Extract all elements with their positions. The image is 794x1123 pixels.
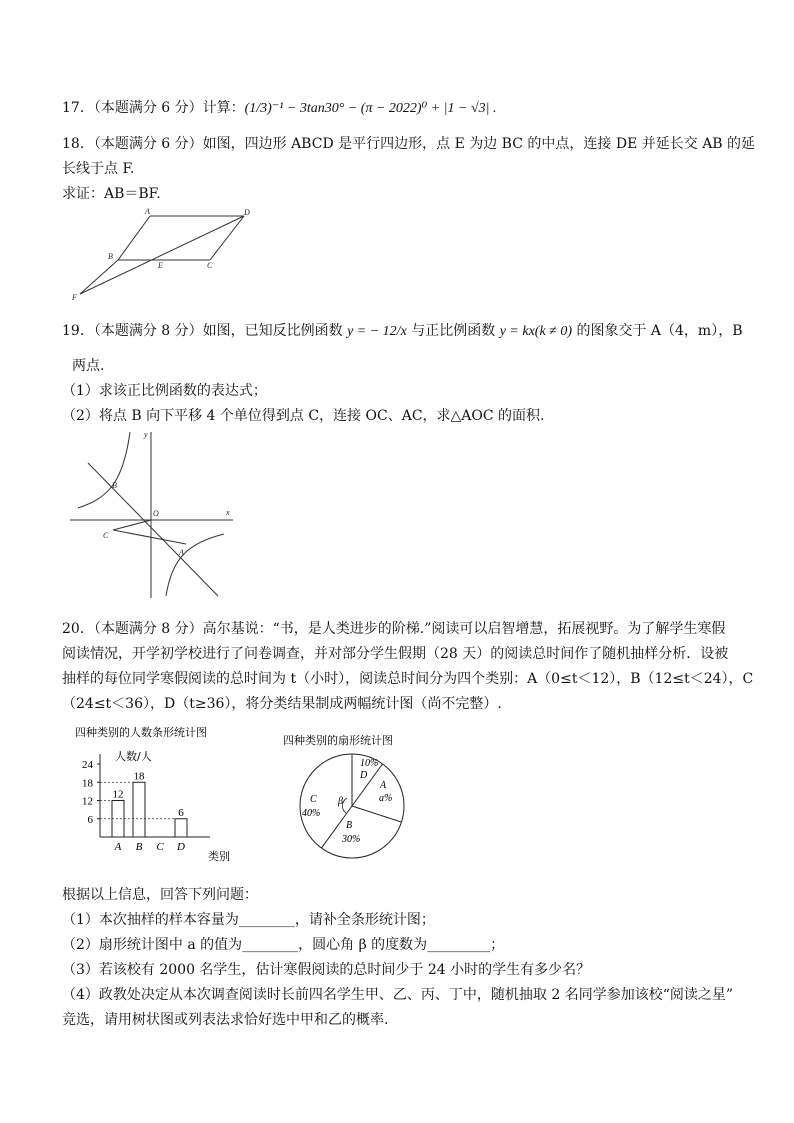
q18-line1: 18．（本题满分 6 分）如图，四边形 ABCD 是平行四边形，点 E 为边 BC 的中点，连接 DE 并延长交 AB 的延 [62,136,756,152]
label-x: x [226,508,230,517]
bar-y-tick-label: 18 [82,777,93,790]
q20-sub2: （2）扇形统计图中 a 的值为________，圆心角 β 的度数为_________； [62,937,505,953]
q19-line1-c: 的图象交于 A（4，m），B [576,323,743,339]
q20-sub3: （3）若该校有 2000 名学生，估计寒假阅读的总时间少于 24 小时的学生有多少名？ [62,962,591,978]
q19-line1-a: 19．（本题满分 8 分）如图，已知反比例函数 [62,323,343,339]
label-A: A [145,207,150,216]
segment-CD [210,216,244,260]
pie-label-beta: β [338,796,343,807]
hyperbola-branch-upper-left [78,432,130,508]
q20-line4: （24≤t＜36），D（t≥36），将分类结果制成两幅统计图（尚不完整）. [62,696,502,712]
q19-line1-b: 与正比例函数 [411,323,496,339]
pie-label-C-pct: 40% [302,808,321,819]
pie-label-D-pct: 10% [360,758,379,769]
pie-label-D: D [360,770,368,781]
pie-chart [280,730,430,865]
hyperbola-branch-lower-right [166,534,224,596]
q20-sub4-line2: 竞选，请用树状图或列表法求恰好选中甲和乙的概率. [62,1012,389,1028]
bar-category-label-B: B [135,841,143,853]
bar-B [133,782,145,837]
q19-direct-function: y = kx(k ≠ 0) [499,324,573,339]
bar-chart [70,722,250,867]
parallelogram-figure [70,208,260,303]
q19-line2: 两点. [72,358,105,374]
function-graph-figure [68,428,248,600]
pie-label-B-pct: 30% [342,834,361,845]
q19-line1 [62,320,743,340]
label-E: E [158,261,163,270]
pie-label-A: A [380,780,387,791]
pie-beta-arc [342,798,347,813]
label-F: F [72,293,77,302]
label-y: y [144,430,148,439]
pie-label-C: C [310,794,317,805]
bar-chart-ylabel: 人数/人 [115,750,152,763]
bar-value-label-D: 6 [178,806,184,819]
q17-expression: (1/3)⁻¹ − 3tan30° − (π − 2022)⁰ + |1 − √3| . [244,101,497,116]
bar-y-tick-label: 12 [82,795,93,808]
q20-line3: 抽样的每位同学寒假阅读的总时间为 t（小时），阅读总时间分为四个类别：A（0≤t＜12），B（12≤t＜24），C [62,671,754,687]
bar-y-tick-label: 24 [82,759,93,771]
q20-line2: 阅读情况，开学初学校进行了问卷调查，并对部分学生假期（28 天）的阅读总时间作了随机抽样分析．设被 [62,646,729,662]
bar-chart-xlabel: 类别 [208,850,230,863]
bar-value-label-B: 18 [133,770,145,783]
segment-BF [80,260,118,294]
label-B: B [108,252,113,261]
pie-label-A-pct: a% [379,793,393,804]
bar-y-tick-label: 6 [87,813,93,826]
label-C: C [207,261,213,270]
q17-prefix: 17．（本题满分 6 分）计算： [62,100,245,116]
q20-line1: 20．（本题满分 8 分）高尔基说：“书，是人类进步的阶梯.”阅读可以启智增慧，拓展视野。为了解学生寒假 [62,621,726,637]
segment-DF [80,216,244,294]
q19-sub2: （2）将点 B 向下平移 4 个单位得到点 C，连接 OC、AC，求△AOC 的面积. [62,408,545,424]
pie-radius-B [352,806,401,822]
q19-inverse-function: y = − 12/x [347,324,407,339]
pie-label-B: B [346,820,353,831]
label-O: O [153,509,159,518]
bar-category-label-D: D [177,841,185,853]
bar-D [175,819,187,837]
pie-chart-title: 四种类别的扇形统计图 [283,734,393,747]
label-C: C [103,531,109,540]
label-A: A [179,548,184,557]
bar-category-label-A: A [114,841,122,853]
label-D: D [244,208,250,217]
q20-intro: 根据以上信息，回答下列问题： [62,887,258,903]
q18-line3: 求证：AB＝BF. [62,186,161,202]
bar-category-label-C: C [156,841,164,853]
q20-sub4-line1: （4）政教处决定从本次调查阅读时长前四名学生甲、乙、丙、丁中，随机抽取 2 名同学参加该校“阅读之星” [62,987,734,1003]
q18-line2: 长线于点 F. [62,161,135,177]
bar-chart-title: 四种类别的人数条形统计图 [75,726,207,739]
pie-radius-A [352,764,383,806]
segment-AB [118,216,150,260]
line-through-origin [88,463,218,596]
segment-OC [113,520,151,530]
bar-value-label-A: 12 [112,788,124,801]
segment-AC [113,530,186,544]
q17-line [62,97,496,117]
q19-sub1: （1）求该正比例函数的表达式； [62,383,267,399]
q20-sub1: （1）本次抽样的样本容量为________，请补全条形统计图； [62,912,435,928]
label-B: B [112,481,117,490]
